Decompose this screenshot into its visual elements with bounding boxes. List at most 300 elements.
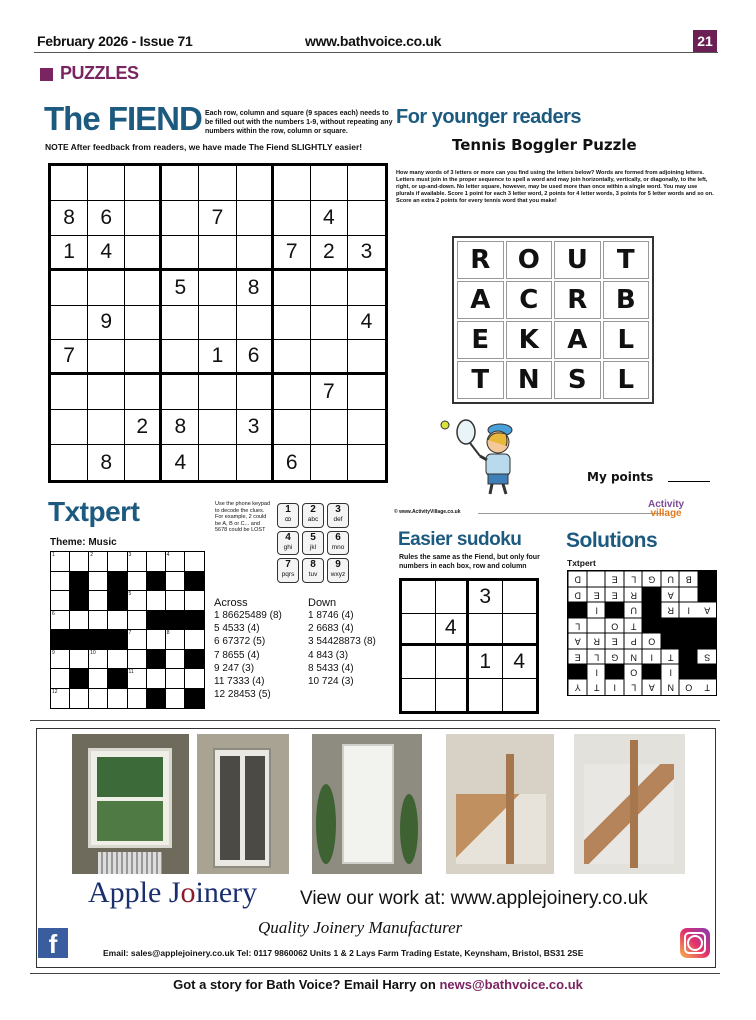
sudoku-cell[interactable] [199,410,236,445]
sudoku-cell[interactable] [51,445,88,480]
crossword-cell[interactable] [128,650,147,670]
solution-block [568,664,587,680]
sudoku-cell[interactable] [162,201,199,236]
door-photo [197,734,289,874]
sudoku-cell[interactable] [199,271,236,306]
solution-cell: D [568,587,587,603]
sudoku-cell[interactable] [237,166,274,201]
crossword-cell[interactable] [89,611,108,631]
sudoku-cell[interactable]: 7 [199,201,236,236]
solution-cell: E [605,587,624,603]
crossword-cell[interactable] [51,572,70,592]
sudoku-cell[interactable] [51,410,88,445]
sudoku-cell[interactable]: 6 [237,340,274,375]
sudoku-cell[interactable] [125,445,162,480]
boggle-letter: L [603,361,650,399]
solution-cell: A [568,633,587,649]
instagram-icon[interactable] [680,928,710,958]
sudoku-cell[interactable] [311,340,348,375]
sudoku-cell[interactable]: 8 [88,445,125,480]
solution-cell: O [624,664,643,680]
sudoku-cell[interactable]: 3 [348,236,385,271]
easy-sudoku-cell[interactable] [503,581,537,614]
sudoku-cell[interactable] [125,236,162,271]
keypad-letters: abc [307,516,319,523]
crossword-cell[interactable] [128,552,147,572]
crossword-cell[interactable] [108,611,127,631]
solution-cell: E [587,587,606,603]
crossword-cell[interactable] [147,552,166,572]
sudoku-cell[interactable] [51,375,88,410]
easier-sudoku-grid [399,578,539,714]
solution-cell: R [624,587,643,603]
sudoku-cell[interactable] [348,166,385,201]
crossword-cell[interactable] [89,650,108,670]
txtpert-crossword-grid [50,551,205,709]
solution-cell: D [568,571,587,587]
easy-sudoku-cell[interactable]: 4 [503,646,537,679]
sudoku-cell[interactable]: 8 [162,410,199,445]
crossword-block [89,630,108,650]
sudoku-cell[interactable] [199,375,236,410]
keypad-key [327,503,349,528]
crossword-cell[interactable] [51,650,70,670]
footer [0,977,756,992]
apple-joinery-url[interactable]: View our work at: www.applejoinery.co.uk [300,888,648,909]
boggle-letter: A [457,281,504,319]
points-answer-line [668,481,710,482]
crossword-cell[interactable] [185,669,204,689]
logo-part-c: inery [195,876,258,909]
easy-sudoku-cell[interactable] [402,614,436,647]
solution-cell: G [642,571,661,587]
solution-cell [587,571,606,587]
clue-number: 4 [166,552,170,558]
easy-sudoku-cell[interactable] [436,679,470,712]
solution-block [679,618,698,634]
sudoku-cell[interactable] [311,166,348,201]
issue-label: February 2026 - Issue 71 [37,33,193,49]
keypad-number: 3 [335,504,341,515]
sudoku-cell[interactable] [274,201,311,236]
crossword-block [70,669,89,689]
boggle-letter: B [603,281,650,319]
solution-cell: O [605,618,624,634]
crossword-cell[interactable] [185,630,204,650]
crossword-block [147,572,166,592]
sudoku-cell[interactable]: 5 [162,271,199,306]
apple-joinery-logo [88,876,257,910]
sudoku-cell[interactable] [125,166,162,201]
sudoku-cell[interactable] [162,340,199,375]
tennis-player-illustration [440,412,530,500]
sudoku-cell[interactable] [237,445,274,480]
solution-cell: L [624,680,643,696]
solution-block [698,587,717,603]
racket-handle [470,443,480,456]
easy-sudoku-cell[interactable] [402,646,436,679]
across-clue: 1 86625489 (8) [214,610,282,621]
sudoku-cell[interactable] [311,271,348,306]
solution-block [642,587,661,603]
crossword-cell[interactable] [166,572,185,592]
sudoku-cell[interactable]: 6 [88,201,125,236]
clue-number: 2 [90,552,94,558]
tennis-ball [441,421,449,429]
crossword-block [108,669,127,689]
facebook-icon[interactable]: f [38,928,68,958]
keypad-key [277,558,299,583]
clue-number: 3 [128,552,132,558]
crossword-cell[interactable] [166,689,185,709]
door-glass-left [220,756,240,860]
player-shirt [486,454,510,476]
crossword-cell[interactable] [89,552,108,572]
window-photo [72,734,189,874]
crossword-cell[interactable] [51,669,70,689]
my-points-label: My points [587,470,654,484]
solution-cell: I [661,664,680,680]
sudoku-cell[interactable]: 1 [199,340,236,375]
keypad-letters: tuv [308,571,318,579]
solution-block [698,618,717,634]
crossword-block [166,611,185,631]
player-leg-right [503,484,506,494]
txtpert-title: Txtpert [48,496,140,527]
sudoku-cell[interactable]: 1 [51,236,88,271]
sudoku-cell[interactable]: 8 [237,271,274,306]
crossword-cell[interactable] [70,552,89,572]
sudoku-cell[interactable] [274,166,311,201]
sudoku-cell[interactable] [237,306,274,341]
boggler-description: How many words of 3 letters or more can you find using the letters below? Words are formed from adjoining letters. Letters must join in the proper sequence to spell a word and may join horizontally, vertically, or diagonally, to the left, right, or up-and-down. No letter square, however, may be used more than once within a single word. You may use plurals if available. Score 1 point for each 3 letter word, 2 points for 4 letter words, 3 points for 5 letter words and so on. Score an extra 2 points for every tennis word that you make! [396,170,714,204]
window-frame [88,748,172,848]
solution-cell: A [698,602,717,618]
crossword-cell[interactable] [89,591,108,611]
sudoku-cell[interactable] [162,306,199,341]
staircase-photo-1 [446,734,554,874]
clue-number: 1 [52,552,55,558]
crossword-cell[interactable] [108,689,127,709]
sudoku-cell[interactable]: 7 [274,236,311,271]
sudoku-cell[interactable] [348,410,385,445]
sudoku-cell[interactable] [274,375,311,410]
activity-village-credit[interactable]: © www.ActivityVillage.co.uk [394,509,461,515]
sudoku-cell[interactable] [348,271,385,306]
keypad-number: 5 [310,531,316,543]
sudoku-cell[interactable]: 4 [311,201,348,236]
crossword-block [108,630,127,650]
down-clue-list [308,609,376,688]
solution-cell: E [605,633,624,649]
boggle-letter: C [506,281,553,319]
crossword-cell[interactable] [89,689,108,709]
crossword-cell[interactable] [166,650,185,670]
crossword-cell[interactable] [108,650,127,670]
easy-sudoku-cell[interactable] [402,679,436,712]
boggle-letter: K [506,321,553,359]
crossword-cell[interactable] [108,552,127,572]
easy-sudoku-cell[interactable]: 1 [469,646,503,679]
solution-cell: I [587,664,606,680]
solution-cell: T [624,618,643,634]
crossword-cell[interactable] [128,572,147,592]
sudoku-cell[interactable] [311,306,348,341]
sudoku-cell[interactable] [237,375,274,410]
solution-block [568,602,587,618]
keypad-number: 1 [285,504,291,515]
solution-cell: O [679,680,698,696]
easy-sudoku-cell[interactable]: 4 [436,614,470,647]
header-divider [34,52,718,53]
easy-sudoku-cell[interactable] [436,581,470,614]
sudoku-cell[interactable] [88,166,125,201]
sudoku-cell[interactable] [199,306,236,341]
sudoku-cell[interactable] [274,271,311,306]
player-arm [480,456,487,460]
crossword-cell[interactable] [185,552,204,572]
crossword-cell[interactable] [51,611,70,631]
crossword-block [108,591,127,611]
crossword-cell[interactable] [51,552,70,572]
crossword-cell[interactable] [70,650,89,670]
sudoku-cell[interactable]: 3 [237,410,274,445]
clue-number: 9 [52,649,55,656]
across-clue: 11 7333 (4) [214,676,265,688]
logo-part-b: o [180,876,196,909]
sudoku-cell[interactable]: 7 [311,375,348,410]
solution-block [605,602,624,618]
boggle-letter: T [457,361,504,399]
down-clue: 1 8746 (4) [308,610,354,621]
sudoku-cell[interactable]: 4 [348,306,385,341]
sudoku-cell[interactable] [274,340,311,375]
crossword-cell[interactable] [128,689,147,709]
across-heading: Across [214,597,248,609]
solution-block [698,633,717,649]
sudoku-cell[interactable] [51,166,88,201]
crossword-cell[interactable] [147,669,166,689]
sudoku-cell[interactable]: 4 [162,445,199,480]
across-clue: 6 67372 (5) [214,636,266,648]
solution-cell: U [624,602,643,618]
stair-run [584,764,674,864]
sudoku-cell[interactable] [125,375,162,410]
footer-email[interactable]: news@bathvoice.co.uk [439,977,583,992]
sudoku-cell[interactable] [199,445,236,480]
crossword-cell[interactable] [128,591,147,611]
sudoku-cell[interactable] [199,166,236,201]
boggle-letter: R [457,241,504,279]
sudoku-cell[interactable] [51,271,88,306]
sudoku-cell[interactable]: 8 [51,201,88,236]
down-clues [308,597,376,688]
solution-cell: R [587,633,606,649]
easy-sudoku-cell[interactable] [469,614,503,647]
down-clue: 2 6683 (4) [308,623,354,635]
logo-text-bottom: village [650,508,682,519]
keypad-letters: pqrs [281,571,295,579]
keypad-number: 6 [335,531,341,543]
solution-block [661,633,680,649]
sudoku-cell[interactable]: 2 [311,236,348,271]
clue-number: 10 [90,649,96,656]
stair-treads [456,794,546,864]
sudoku-cell[interactable] [274,306,311,341]
easy-sudoku-cell[interactable] [469,679,503,712]
player-shorts [488,474,508,484]
sudoku-cell[interactable] [88,271,125,306]
solutions-subtitle: Txtpert [567,558,596,568]
easy-sudoku-cell[interactable]: 3 [469,581,503,614]
solution-cell: B [679,571,698,587]
page-number: 21 [693,30,717,52]
across-clue: 7 8655 (4) [214,649,260,661]
keypad-key [302,531,324,556]
window-bottom-pane [97,801,163,841]
easy-sudoku-cell[interactable] [402,581,436,614]
solution-cell: T [704,682,710,693]
down-clue: 4 843 (3) [308,649,349,661]
solution-cell: I [679,602,698,618]
solution-block [642,664,661,680]
newel-post [506,754,514,864]
crossword-cell[interactable] [166,552,185,572]
front-door [342,744,394,864]
keypad-key [327,558,349,583]
sudoku-cell[interactable] [311,445,348,480]
clue-number: 5 [128,591,132,597]
player-leg-left [490,484,492,494]
solution-cell: S [698,649,717,665]
sudoku-cell[interactable] [125,271,162,306]
keypad-number: 8 [310,559,316,571]
easy-sudoku-cell[interactable] [436,646,470,679]
crossword-cell[interactable] [128,630,147,650]
sudoku-cell[interactable] [274,410,311,445]
sudoku-cell[interactable] [311,410,348,445]
sudoku-cell[interactable] [237,236,274,271]
sudoku-cell[interactable]: 7 [51,340,88,375]
easy-sudoku-cell[interactable] [503,614,537,647]
sudoku-cell[interactable] [162,375,199,410]
keypad-letters: ꝏ [284,516,292,523]
crossword-block [70,630,89,650]
keypad-key [302,558,324,583]
crossword-cell[interactable] [147,630,166,650]
sudoku-cell[interactable] [348,340,385,375]
crossword-cell[interactable] [185,591,204,611]
solution-cell [679,587,698,603]
staircase-photo-2 [574,734,685,874]
solution-cell: L [568,618,587,634]
crossword-cell[interactable] [147,591,166,611]
keypad-key [277,531,299,556]
section-marker [40,68,53,81]
sudoku-cell[interactable] [348,445,385,480]
crossword-block [185,572,204,592]
sudoku-cell[interactable] [88,340,125,375]
sudoku-cell[interactable] [162,166,199,201]
crossword-block [147,611,166,631]
crossword-block [185,689,204,709]
sudoku-cell[interactable] [125,306,162,341]
sudoku-cell[interactable] [88,375,125,410]
crossword-block [108,572,127,592]
ad-divider [30,720,720,721]
sudoku-cell[interactable]: 9 [88,306,125,341]
crossword-cell[interactable] [128,669,147,689]
crossword-cell[interactable] [166,669,185,689]
crossword-cell[interactable] [166,591,185,611]
french-door [213,748,271,868]
boggler-title: Tennis Boggler Puzzle [452,136,637,154]
crossword-cell[interactable] [51,689,70,709]
crossword-block [147,650,166,670]
sudoku-cell[interactable] [199,236,236,271]
keypad-letters: wxyz [330,571,346,579]
crossword-block [70,591,89,611]
keypad-key [277,503,299,528]
easier-sudoku-title: Easier sudoku [398,529,522,550]
boggle-letter: A [554,321,601,359]
solution-cell: G [605,649,624,665]
crossword-cell[interactable] [128,611,147,631]
sudoku-cell[interactable] [125,201,162,236]
solution-block [679,633,698,649]
sudoku-cell[interactable]: 6 [274,445,311,480]
solution-cell: Y [568,680,587,696]
sudoku-cell[interactable] [348,375,385,410]
solution-cell: A [642,680,661,696]
crossword-cell[interactable] [166,630,185,650]
sudoku-cell[interactable] [88,410,125,445]
solution-block [698,571,717,587]
sudoku-cell[interactable] [162,236,199,271]
solution-cell: A [661,587,680,603]
boggle-letter: E [457,321,504,359]
boggle-letter: O [506,241,553,279]
txtpert-instructions: Use the phone keypad to decode the clues. For example, 2 could be A, B or C... and 5678 could be LOST [215,501,271,534]
solution-cell: N [624,649,643,665]
solution-cell: L [587,649,606,665]
sudoku-cell[interactable] [348,201,385,236]
sudoku-cell[interactable]: 2 [125,410,162,445]
solution-block [679,649,698,665]
website-label[interactable]: www.bathvoice.co.uk [305,33,442,49]
crossword-cell[interactable] [70,689,89,709]
radiator [98,852,162,874]
crossword-cell[interactable] [51,591,70,611]
apple-joinery-contact: Email: sales@applejoinery.co.uk Tel: 0117 9860062 Units 1 & 2 Lays Farm Trading Estate, Keynsham, Bristol, BS31 2SE [103,948,584,958]
boggle-letter: R [554,281,601,319]
sudoku-cell[interactable] [237,201,274,236]
easy-sudoku-cell[interactable] [503,679,537,712]
crossword-cell[interactable] [70,611,89,631]
keypad-number: 7 [285,559,291,571]
crossword-cell[interactable] [89,669,108,689]
fiend-sudoku-grid [48,163,388,483]
sudoku-cell[interactable] [51,306,88,341]
sudoku-cell[interactable]: 4 [88,236,125,271]
crossword-block [147,689,166,709]
crossword-block [185,611,204,631]
crossword-cell[interactable] [89,572,108,592]
keypad-letters: def [333,516,343,523]
crossword-block [185,650,204,670]
sudoku-cell[interactable] [125,340,162,375]
logo-part-a: Apple J [88,876,181,909]
